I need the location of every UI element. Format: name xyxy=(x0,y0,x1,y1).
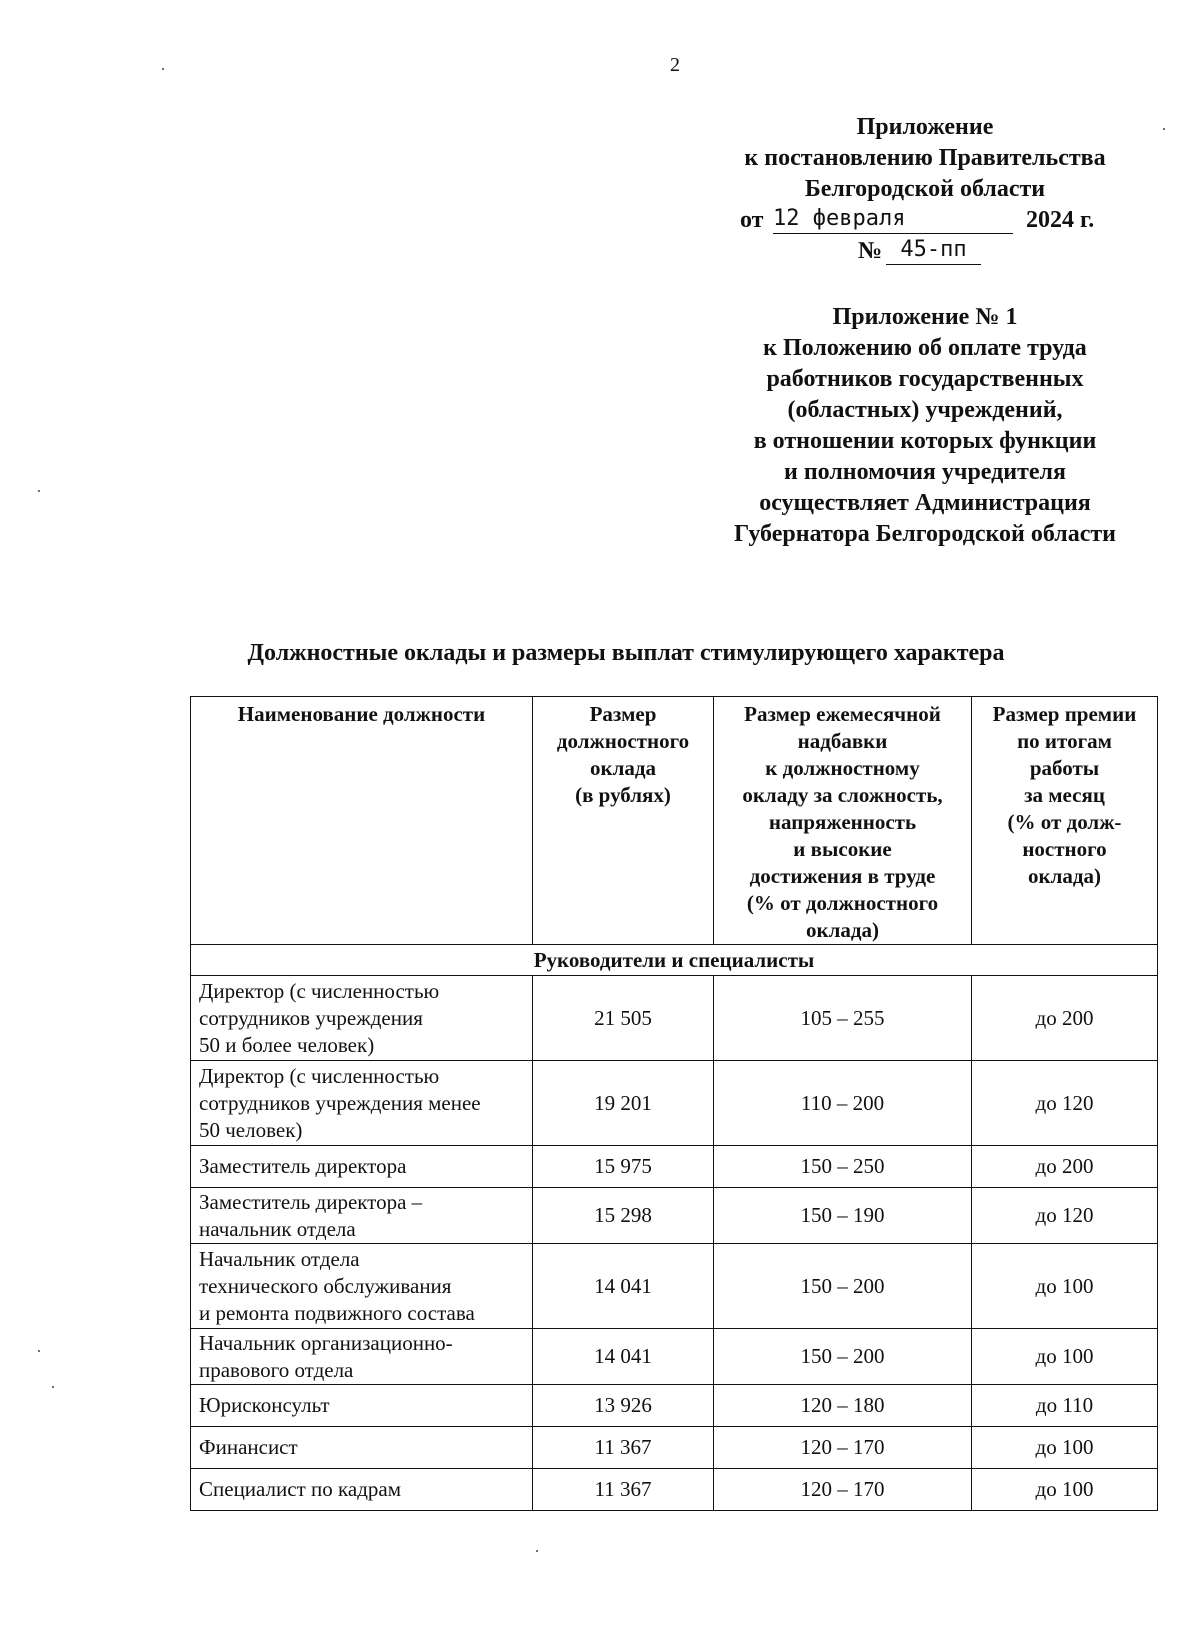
cell-bonus: до 100 xyxy=(972,1469,1158,1511)
table-row xyxy=(191,1427,1158,1469)
cell-bonus: до 120 xyxy=(972,1188,1158,1244)
table-title: Должностные оклады и размеры выплат стимулирующего характера xyxy=(247,640,1005,666)
cell-bonus: до 200 xyxy=(972,1146,1158,1188)
appendix-line: осуществляет Администрация xyxy=(759,490,1091,516)
page-number: 2 xyxy=(670,54,680,76)
appendix-line: (областных) учреждений, xyxy=(787,397,1063,423)
scan-speck xyxy=(536,1550,538,1552)
cell-salary: 15 298 xyxy=(533,1188,714,1244)
resolution-number xyxy=(690,236,1160,267)
table-header-row xyxy=(191,697,1158,945)
cell-bonus: до 200 xyxy=(972,976,1158,1061)
cell-allowance: 105 – 255 xyxy=(714,976,972,1061)
scan-speck xyxy=(38,1350,40,1352)
date-prefix: от xyxy=(740,207,764,233)
table-row xyxy=(191,1146,1158,1188)
cell-bonus: до 100 xyxy=(972,1244,1158,1329)
header-position: Наименование должности xyxy=(191,697,533,945)
appendix-line: Белгородской области xyxy=(804,176,1046,202)
cell-allowance: 150 – 250 xyxy=(714,1146,972,1188)
appendix-regulation-block xyxy=(690,302,1160,550)
table-row xyxy=(191,1329,1158,1385)
header-allowance: Размер ежемесячной надбавки к должностному окладу за сложность, напряженность и высокие достижения в труде (% от должностного оклада) xyxy=(714,697,972,945)
cell-position: Специалист по кадрам xyxy=(191,1469,533,1511)
section-row xyxy=(191,945,1158,976)
cell-salary: 15 975 xyxy=(533,1146,714,1188)
cell-allowance: 150 – 200 xyxy=(714,1329,972,1385)
salary-table xyxy=(190,696,1158,1511)
cell-allowance: 120 – 170 xyxy=(714,1469,972,1511)
date-value: 12 февраля xyxy=(773,205,1013,234)
scan-speck xyxy=(1163,128,1165,130)
appendix-line: к Положению об оплате труда xyxy=(763,335,1087,361)
cell-position: Начальник отдела технического обслуживания и ремонта подвижного состава xyxy=(191,1244,533,1329)
header-bonus: Размер премии по итогам работы за месяц (% от долж- ностного оклада) xyxy=(972,697,1158,945)
table-row xyxy=(191,1188,1158,1244)
date-year: 2024 г. xyxy=(1026,207,1095,233)
scan-speck xyxy=(162,68,164,70)
appendix-line: Губернатора Белгородской области xyxy=(734,521,1116,547)
appendix-line: и полномочия учредителя xyxy=(783,459,1066,485)
cell-salary: 13 926 xyxy=(533,1385,714,1427)
cell-salary: 11 367 xyxy=(533,1427,714,1469)
resolution-date xyxy=(690,205,1160,236)
header-salary: Размер должностного оклада (в рублях) xyxy=(533,697,714,945)
cell-position: Юрисконсульт xyxy=(191,1385,533,1427)
cell-bonus: до 120 xyxy=(972,1061,1158,1146)
number-value: 45-пп xyxy=(886,236,981,265)
cell-bonus: до 100 xyxy=(972,1427,1158,1469)
cell-position: Начальник организационно- правового отдела xyxy=(191,1329,533,1385)
cell-position: Заместитель директора – начальник отдела xyxy=(191,1188,533,1244)
scan-speck xyxy=(38,490,40,492)
cell-salary: 21 505 xyxy=(533,976,714,1061)
appendix-resolution-block xyxy=(690,112,1160,267)
cell-allowance: 150 – 200 xyxy=(714,1244,972,1329)
cell-salary: 14 041 xyxy=(533,1329,714,1385)
cell-salary: 11 367 xyxy=(533,1469,714,1511)
cell-position: Заместитель директора xyxy=(191,1146,533,1188)
table-row xyxy=(191,1469,1158,1511)
table-row xyxy=(191,1061,1158,1146)
cell-salary: 19 201 xyxy=(533,1061,714,1146)
scan-speck xyxy=(52,1386,54,1388)
table-row xyxy=(191,976,1158,1061)
cell-allowance: 120 – 180 xyxy=(714,1385,972,1427)
appendix-line: в отношении которых функции xyxy=(753,428,1097,454)
cell-bonus: до 100 xyxy=(972,1329,1158,1385)
cell-position: Директор (с численностью сотрудников учреждения 50 и более человек) xyxy=(191,976,533,1061)
appendix-line: Приложение xyxy=(856,114,994,140)
table-row xyxy=(191,1244,1158,1329)
cell-salary: 14 041 xyxy=(533,1244,714,1329)
appendix-line: к постановлению Правительства xyxy=(744,145,1106,171)
cell-position: Директор (с численностью сотрудников учреждения менее 50 человек) xyxy=(191,1061,533,1146)
appendix-line: работников государственных xyxy=(766,366,1084,392)
cell-allowance: 150 – 190 xyxy=(714,1188,972,1244)
number-label: № xyxy=(858,238,883,264)
section-title: Руководители и специалисты xyxy=(191,945,1158,976)
cell-bonus: до 110 xyxy=(972,1385,1158,1427)
cell-allowance: 110 – 200 xyxy=(714,1061,972,1146)
cell-position: Финансист xyxy=(191,1427,533,1469)
appendix-line: Приложение № 1 xyxy=(832,304,1018,330)
cell-allowance: 120 – 170 xyxy=(714,1427,972,1469)
table-row xyxy=(191,1385,1158,1427)
